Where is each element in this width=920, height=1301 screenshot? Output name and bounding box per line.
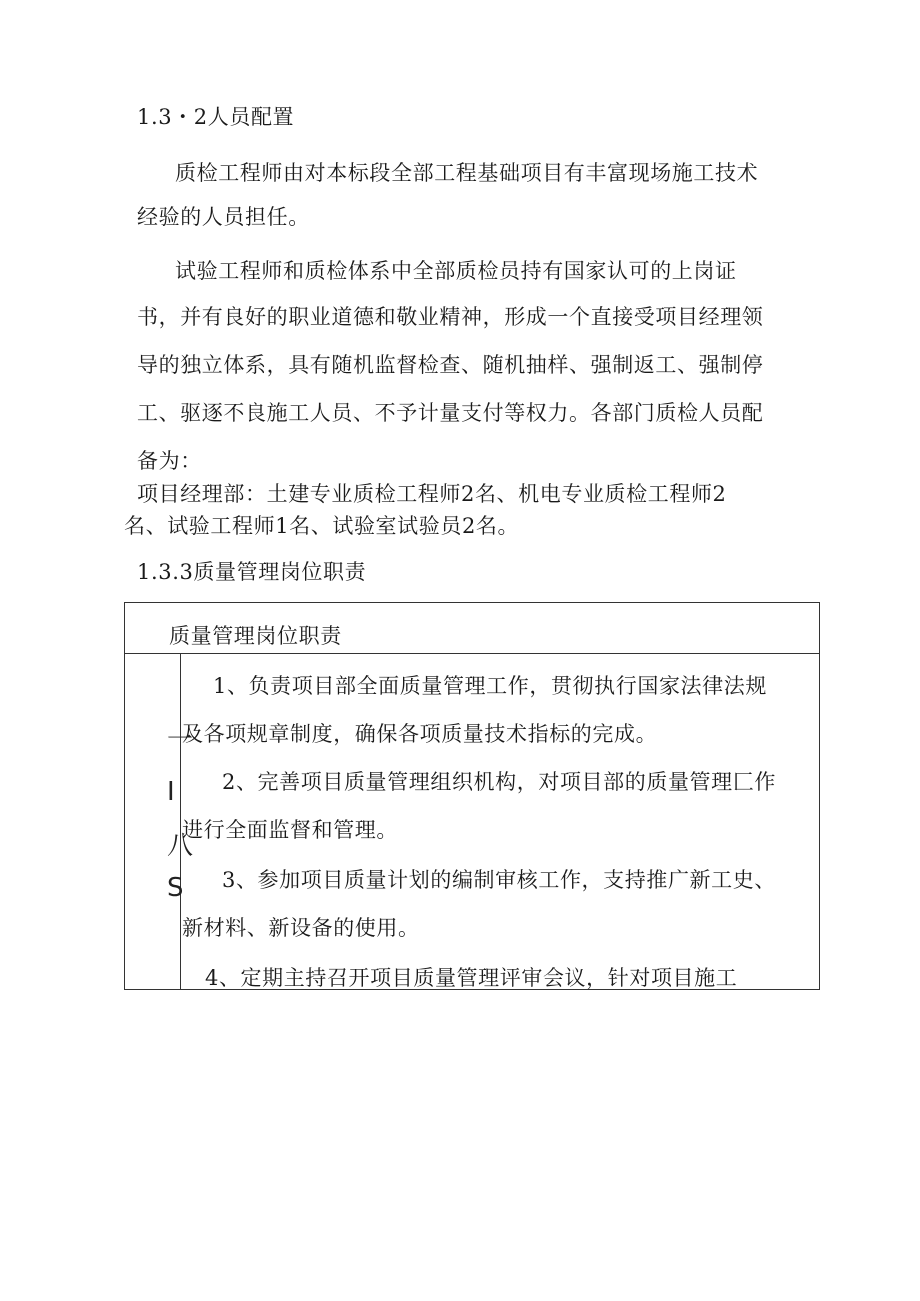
table-divider <box>125 653 819 654</box>
text-line: 备为： <box>137 449 202 473</box>
duty-item: 及各项规章制度，确保各项质量技术指标的完成。 <box>182 722 658 746</box>
duty-item: 4、定期主持召开项目质量管理评审会议，针对项目施工 <box>205 966 738 990</box>
duty-item: 2、完善项目质量管理组织机构，对项目部的质量管理匚作 <box>222 770 776 794</box>
duty-item: 3、参加项目质量计划的编制审核工作，支持推广新工史、 <box>222 868 776 892</box>
margin-glyph: 八 <box>167 831 194 861</box>
duty-table <box>124 602 820 990</box>
duty-item: 新材料、新设备的使用。 <box>182 916 420 940</box>
table-header: 质量管理岗位职责 <box>169 624 342 648</box>
text-line: 书，并有良好的职业道德和敬业精神，形成一个直接受项目经理领 <box>137 305 764 329</box>
table-left-column <box>180 653 181 989</box>
margin-glyph: I <box>167 777 175 807</box>
text-line: 经验的人员担任。 <box>137 205 310 229</box>
section-heading-1-3-2: 1.3・2人员配置 <box>137 105 295 129</box>
text-line: 导的独立体系，具有随机监督检查、随机抽样、强制返工、强制停 <box>137 353 764 377</box>
text-line: 试验工程师和质检体系中全部质检员持有国家认可的上岗证 <box>175 259 737 283</box>
margin-glyph: 一 <box>167 725 194 755</box>
duty-item: 进行全面监督和管理。 <box>182 818 398 842</box>
margin-glyph: S <box>167 873 184 903</box>
section-heading-1-3-3: 1.3.3质量管理岗位职责 <box>137 560 367 584</box>
text-line: 项目经理部：土建专业质检工程师2名、机电专业质检工程师2 <box>137 482 727 506</box>
text-line: 质检工程师由对本标段全部工程基础项目有丰富现场施工技术 <box>175 161 759 185</box>
text-line: 工、驱逐不良施工人员、不予计量支付等权力。各部门质检人员配 <box>137 401 764 425</box>
text-line: 名、试验工程师1名、试验室试验员2名。 <box>124 514 520 538</box>
duty-item: 1、负责项目部全面质量管理工作，贯彻执行国家法律法规 <box>213 674 767 698</box>
